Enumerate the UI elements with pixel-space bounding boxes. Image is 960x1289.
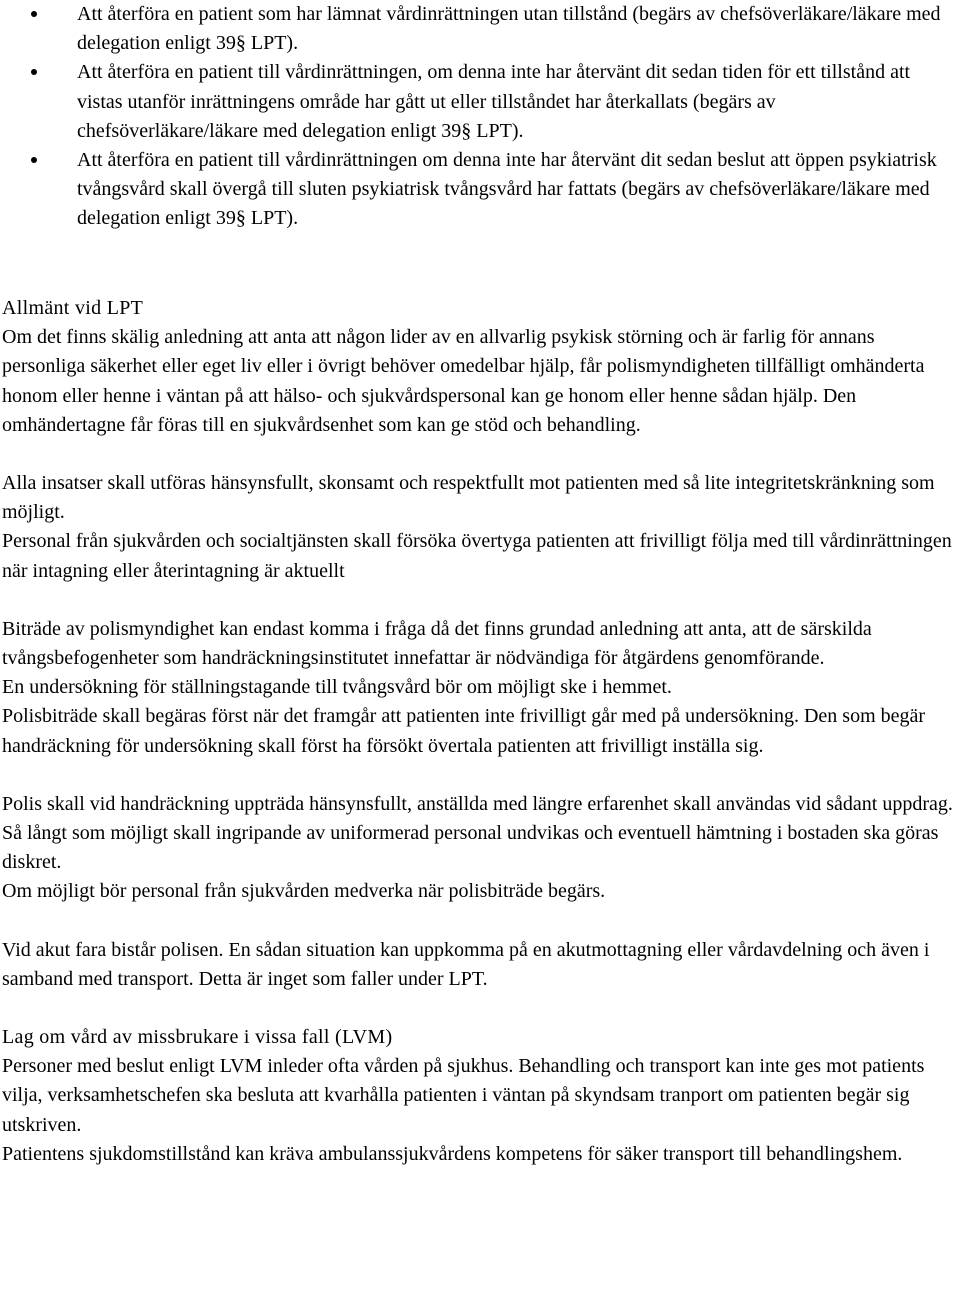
paragraph-undersokning: En undersökning för ställningstagande till tvångsvård bör om möjligt ske i hemmet. [2,676,672,699]
bullet-item [0,146,958,234]
paragraph-gap [2,586,958,615]
bullet-text: Att återföra en patient till vårdinrättningen om denna inte har återvänt dit sedan beslut att öppen psykiatrisk tvångsvård skall övergå till sluten psykiatrisk tvångsvård har fattats (begärs av chefsöverläkare/läkare med delegation enligt 39§ LPT). [77,149,937,230]
paragraph-medverka: Om möjligt bör personal från sjukvården medverka när polisbiträde begärs. [2,880,606,903]
paragraph-insatser: Alla insatser skall utföras hänsynsfullt, skonsamt och respektfullt mot patienten med så lite integritetskränkning som möjligt. [2,472,935,524]
paragraph-gap [2,994,958,1023]
paragraph-lvm: Personer med beslut enligt LVM inleder ofta vården på sjukhus. Behandling och transport kan inte ges mot patients vilja, verksamhetschefen ska besluta att kvarhålla patienten i väntan på skyndsam tranport om patienten begär sig utskriven. [2,1055,925,1136]
document-body [2,294,958,1169]
bullet-icon [31,11,37,17]
bullet-list [0,0,958,234]
bullet-item [0,58,958,146]
paragraph-bitrade: Biträde av polismyndighet kan endast komma i fråga då det finns grundad anledning att anta, att de särskilda tvångsbefogenheter som handräckningsinstitutet innefattar är nödvändiga för åtgärdens genomförande. [2,617,872,670]
paragraph-gap [2,907,958,936]
section-heading-allmant: Allmänt vid LPT [2,297,144,319]
bullet-icon [31,69,37,75]
section-heading-lvm: Lag om vård av missbrukare i vissa fall (LVM) [2,1026,393,1049]
bullet-item [0,0,958,58]
paragraph-gap [2,440,958,469]
paragraph-gap [2,761,958,790]
bullet-icon [31,157,37,163]
paragraph-akut: Vid akut fara bistår polisen. En sådan situation kan uppkomma på en akutmottagning eller vårdavdelning och även i samband med transport. Detta är inget som faller under LPT. [2,938,930,990]
bullet-text: Att återföra en patient som har lämnat vårdinrättningen utan tillstånd (begärs av chefsöverläkare/läkare med delegation enligt 39§ LPT). [77,3,941,55]
paragraph-allmant: Om det finns skälig anledning att anta att någon lider av en allvarlig psykisk störning och är farlig för annans personliga säkerhet eller eget liv eller i övrigt behöver omedelbar hjälp, får polismyndigheten tillfälligt omhänderta honom eller henne i väntan på att hälso- och sjukvårdspersonal kan ge honom eller henne sådan hjälp. Den omhändertagne får föras till en sjukvårdsenhet som kan ge stöd och behandling. [2,326,925,436]
paragraph-sjukdomstillstand: Patientens sjukdomstillstånd kan kräva ambulanssjukvårdens kompetens för säker transport till behandlingshem. [2,1142,903,1165]
paragraph-polis: Polis skall vid handräckning uppträda hänsynsfullt, anställda med längre erfarenhet skall användas vid sådant uppdrag. Så långt som möjligt skall ingripande av uniformerad personal undvikas och eventuell hämtning i bostaden ska göras diskret. [2,792,953,874]
bullet-text: Att återföra en patient till vårdinrättningen, om denna inte har återvänt dit sedan tiden för ett tillstånd att vistas utanför inrättningens område har gått ut eller tillståndet har återkallats (begärs av chefsöverläkare/läkare med delegation enligt 39§ LPT). [77,61,911,142]
paragraph-polisbitrade: Polisbiträde skall begäras först när det framgår att patienten inte frivilligt går med på undersökning. Den som begär handräckning för undersökning skall först ha försökt övertala patienten att frivilligt inställa sig. [2,705,926,757]
paragraph-personal: Personal från sjukvården och socialtjänsten skall försöka övertyga patienten att frivilligt följa med till vårdinrättningen när intagning eller återintagning är aktuellt [2,530,952,582]
